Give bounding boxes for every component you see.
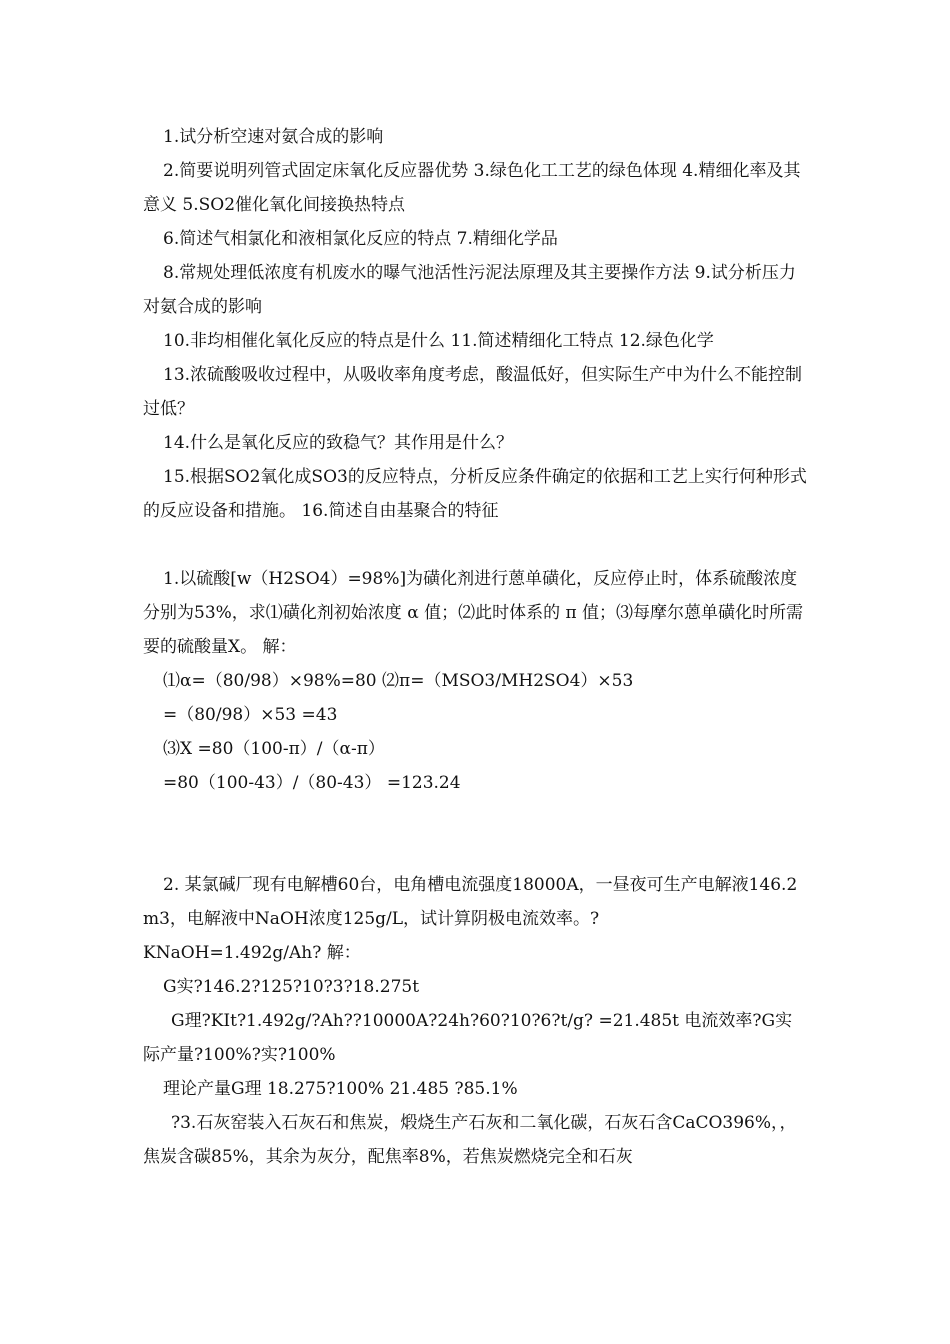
question-item: 1.试分析空速对氨合成的影响 <box>163 127 384 147</box>
question-item: 14.什么是氧化反应的致稳气？其作用是什么？ <box>163 433 514 453</box>
problem2-solution-line: 理论产量G理 18.275?100% 21.485 ?85.1% <box>163 1079 518 1099</box>
problem3-statement: ?3.石灰窑装入石灰石和焦炭，煅烧生产石灰和二氧化碳，石灰石含CaCO396%，，焦炭含碳85%，其余为灰分，配焦率8%，若焦炭燃烧完全和石灰 <box>143 1113 797 1167</box>
problem1-statement: 1.以硫酸[w（H2SO4）=98%]为磺化剂进行蒽单磺化，反应停止时，体系硫酸浓度分别为53%，求⑴磺化剂初始浓度 α 值；⑵此时体系的 π 值；⑶每摩尔蒽单磺化时所需要的硫酸量X。 解： <box>143 569 804 657</box>
problem1-solution-line: ⑶X =80（100-π）/（α-π） <box>163 739 385 759</box>
spacer <box>143 800 808 868</box>
question-item: 8.常规处理低浓度有机废水的曝气池活性污泥法原理及其主要操作方法 9.试分析压力对氨合成的影响 <box>143 263 796 317</box>
problem2-solution-line: G理?KIt?1.492g/?Ah??10000A?24h?60?10?6?t/g? =21.485t 电流效率?G实际产量?100%?实?100% <box>143 1011 793 1065</box>
question-item: 6.简述气相氯化和液相氯化反应的特点 7.精细化学品 <box>163 229 558 249</box>
question-item: 13.浓硫酸吸收过程中，从吸收率角度考虑，酸温低好，但实际生产中为什么不能控制过低？ <box>143 365 803 419</box>
document-body <box>143 120 808 1174</box>
question-item: 10.非均相催化氧化反应的特点是什么 11.简述精细化工特点 12.绿色化学 <box>163 331 714 351</box>
problem1-solution-line: ⑴α=（80/98）×98%=80 ⑵π=（MSO3/MH2SO4）×53 <box>163 671 634 691</box>
spacer <box>143 528 808 562</box>
question-item: 2.简要说明列管式固定床氧化反应器优势 3.绿色化工工艺的绿色体现 4.精细化率及其意义 5.SO2催化氧化间接换热特点 <box>143 161 801 215</box>
problem2-solution-line: KNaOH=1.492g/Ah? 解： <box>143 943 361 963</box>
question-item: 15.根据SO2氧化成SO3的反应特点，分析反应条件确定的依据和工艺上实行何种形式的反应设备和措施。 16.简述自由基聚合的特征 <box>143 467 807 521</box>
problem1-solution-line: =（80/98）×53 =43 <box>163 705 338 725</box>
problem2-statement: 2. 某氯碱厂现有电解槽60台，电角槽电流强度18000A，一昼夜可生产电解液146.2m3，电解液中NaOH浓度125g/L，试计算阴极电流效率。? <box>143 875 798 929</box>
problem2-solution-line: G实?146.2?125?10?3?18.275t <box>163 977 420 997</box>
problem1-solution-line: =80（100-43）/（80-43） =123.24 <box>163 773 461 793</box>
